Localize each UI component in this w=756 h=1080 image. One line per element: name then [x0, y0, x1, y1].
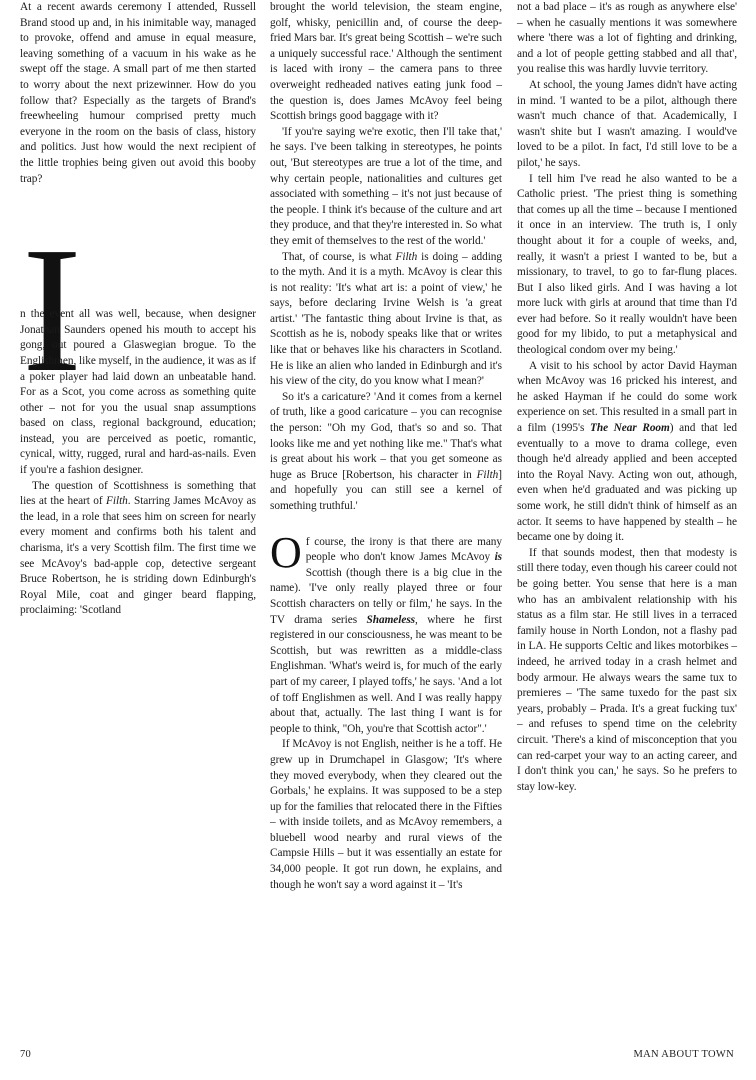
body-paragraph: brought the world television, the steam engine, golf, whisky, penicillin and, of course the deep-fried Mars bar. It's great being Scottish – we're such a uniquely successful race.' Although the sentiment is laced with irony – the camera pans to three overweight redheaded natives eating junk food – the question is, does James McAvoy feel being Scottish brings good baggage with it?: [270, 1, 502, 123]
body-paragraph: not a bad place – it's as rough as anywhere else' – when he casually mentions it was somewhere where 'there was a lot of fighting and drinking, and a lot of people getting stabbed and all that', you realise this was hardly luvvie territory.: [517, 1, 737, 76]
drop-cap-o: O: [270, 527, 302, 577]
body-paragraph: The question of Scottishness is something that lies at the heart of Filth. Starring James McAvoy as the lead, in a role that sees him on screen for nearly every moment and confirms both his talent and charisma, it's a very Scottish film. The first time we see McAvoy's bad-apple cop, detective sergeant Bruce Robertson, he is striding down Edinburgh's Royal Mile, coat and ginger beard flapping, proclaiming: 'Scotland: [20, 479, 256, 617]
body-paragraph: If that sounds modest, then that modesty is still there today, even though his career could not be going better. You sense that here is a man who has an ambivalent relationship with his status as a film star. He still lives in a terraced family house in North London, not a flashy pad in LA. He supports Celtic and likes motorbikes – indeed, he arrived today in a crash helmet and body armour. He always wears the same tux to premieres – 'The same tuxedo for the past six years, probably – Prada. It's a great fucking tux' – and refuses to spend time on the celebrity circuit. 'There's a kind of misconception that you can red-carpet your way to an acting career, and I don't think you can,' he says. So he prefers to stay low-key.: [517, 546, 737, 793]
body-paragraph: At school, the young James didn't have acting in mind. 'I wanted to be a pilot, although there wasn't much chance of that. Academically, I wasn't shite but I wasn't amazing. I would've loved to be a pilot. In fact, I'd still love to be a pilot,' he says.: [517, 78, 737, 169]
body-paragraph: If McAvoy is not English, neither is he a toff. He grew up in Drumchapel in Glasgow; 'It's where they moved everybody, when they cleared out the Gorbals,' he explains. It was supposed to be a step up for the families that relocated there in the Fifties – with inside toilets, and as McAvoy remembers, a bluebell wood nearby and rural views of the Campsie Hills – but it was essentially an estate for 34,000 people. It got run down, he explains, and though he won't say a word against it – 'It's: [270, 738, 502, 891]
drop-cap-i: I: [22, 210, 82, 409]
body-paragraph: n the event all was well, because, when designer Jonathan Saunders opened his mouth to accept his gong, out poured a Glaswegian brogue. To the Englishmen, like myself, in the audience, it was as if a poker player had laid down an unbeatable hand. For as a Scot, you come across as something quite other – not for you the usual snap assumptions based on class, regional background, education; instead, you are perceived as poetic, romantic, cynical, witty, rugged, rural and hard-as-nails. Even if you're a fashion designer.: [20, 308, 256, 477]
body-paragraph: That, of course, is what Filth is doing – adding to the myth. And it is a myth. McAvoy is clear this is not reality: 'It's what art is: a point of view,' he says, before declaring Irvine Welsh is 'a great artist.' 'The fantastic thing about Irvine is that, as Scottish as he is, nobody speaks like that or writes like that or behaves like his characters in Scotland. He is like an alien who landed in Edinburgh and it's his view of the city, do you know what I mean?': [270, 250, 502, 388]
body-paragraph: I tell him I've read he also wanted to be a Catholic priest. 'The priest thing is something that comes up all the time – because I mentioned it once in an interview. The truth is, I only thought about it for a couple of weeks, and, really, it wasn't a priest I wanted to be, but a missionary, to travel, to go to far-flung places. But I also liked girls. And I was having a lot more luck with girls at around that time than I'd ever had before. So it really wouldn't have been good for my libido, to put a metaphysical and theological condom over my being.': [517, 172, 737, 357]
column-1: [20, 0, 256, 619]
body-paragraph: So it's a caricature? 'And it comes from a kernel of truth, like a good caricature – you can recognise the person: "Oh my God, that's so and so. That looks like me and yet nothing like me." That's what is great about his work – that you get someone as huge as Bruce [Robertson, his character in Filth] and hopefully you can still see a kernel of something truthful.': [270, 390, 502, 512]
body-paragraph: 'If you're saying we're exotic, then I'll take that,' he says. I've been talking in stereotypes, he points out, 'But stereotypes are true a lot of the time, and why certain people, nationalities and cultures get associated with something – it's not just because of the people. I think it's because of the culture and art they produce, and that they're interested in. So what they emit of themselves to the rest of the world.': [270, 125, 502, 247]
body-paragraph: Of course, the irony is that there are many people who don't know James McAvoy is Scottish (though there is a big clue in the name). 'I've only really played three or four Scottish characters on telly or film,' he says. In the TV drama series Shameless, where he first registered in our consciousness, he was meant to be Scottish, but was rewritten as a middle-class Englishman. 'What's weird is, for much of the early part of my career, I played toffs,' he says. 'And a lot of toff Englishmen as well. And I was really happy about that, actually. The last thing I want is for people to think, "Oh, you're that Scottish actor".': [270, 527, 502, 735]
intro-paragraph: At a recent awards ceremony I attended, Russell Brand stood up and, in his inimitable way, managed to provoke, offend and amuse in equal measure, leaving something of a vacuum in his wake as he swept off the stage. A small part of me then started to worry about the next prizewinner. How do you follow that? Especially as the targets of Brand's freewheeling humour comprised pretty much everyone in the room on the basis of class, history and politics. Just how would the next recipient of the little trophies being given out avoid this booby trap?: [20, 1, 256, 185]
body-paragraph: A visit to his school by actor David Hayman when McAvoy was 16 pricked his interest, and he asked Hayman if he could do some work experience on set. This resulted in a small part in a film (1995's The Near Room) and that led eventually to a move to drama college, even though he'd already applied and been accepted into the Royal Navy. Acting won out, athough, even when he'd graduated and was picking up some work, he still didn't think of himself as an actor. It seems to have happened by stealth – he became one by doing it.: [517, 359, 737, 544]
page-number: 70: [20, 1049, 32, 1060]
magazine-name: MAN ABOUT TOWN: [633, 1049, 734, 1060]
column-3: [517, 0, 737, 795]
column-2: [270, 0, 502, 893]
